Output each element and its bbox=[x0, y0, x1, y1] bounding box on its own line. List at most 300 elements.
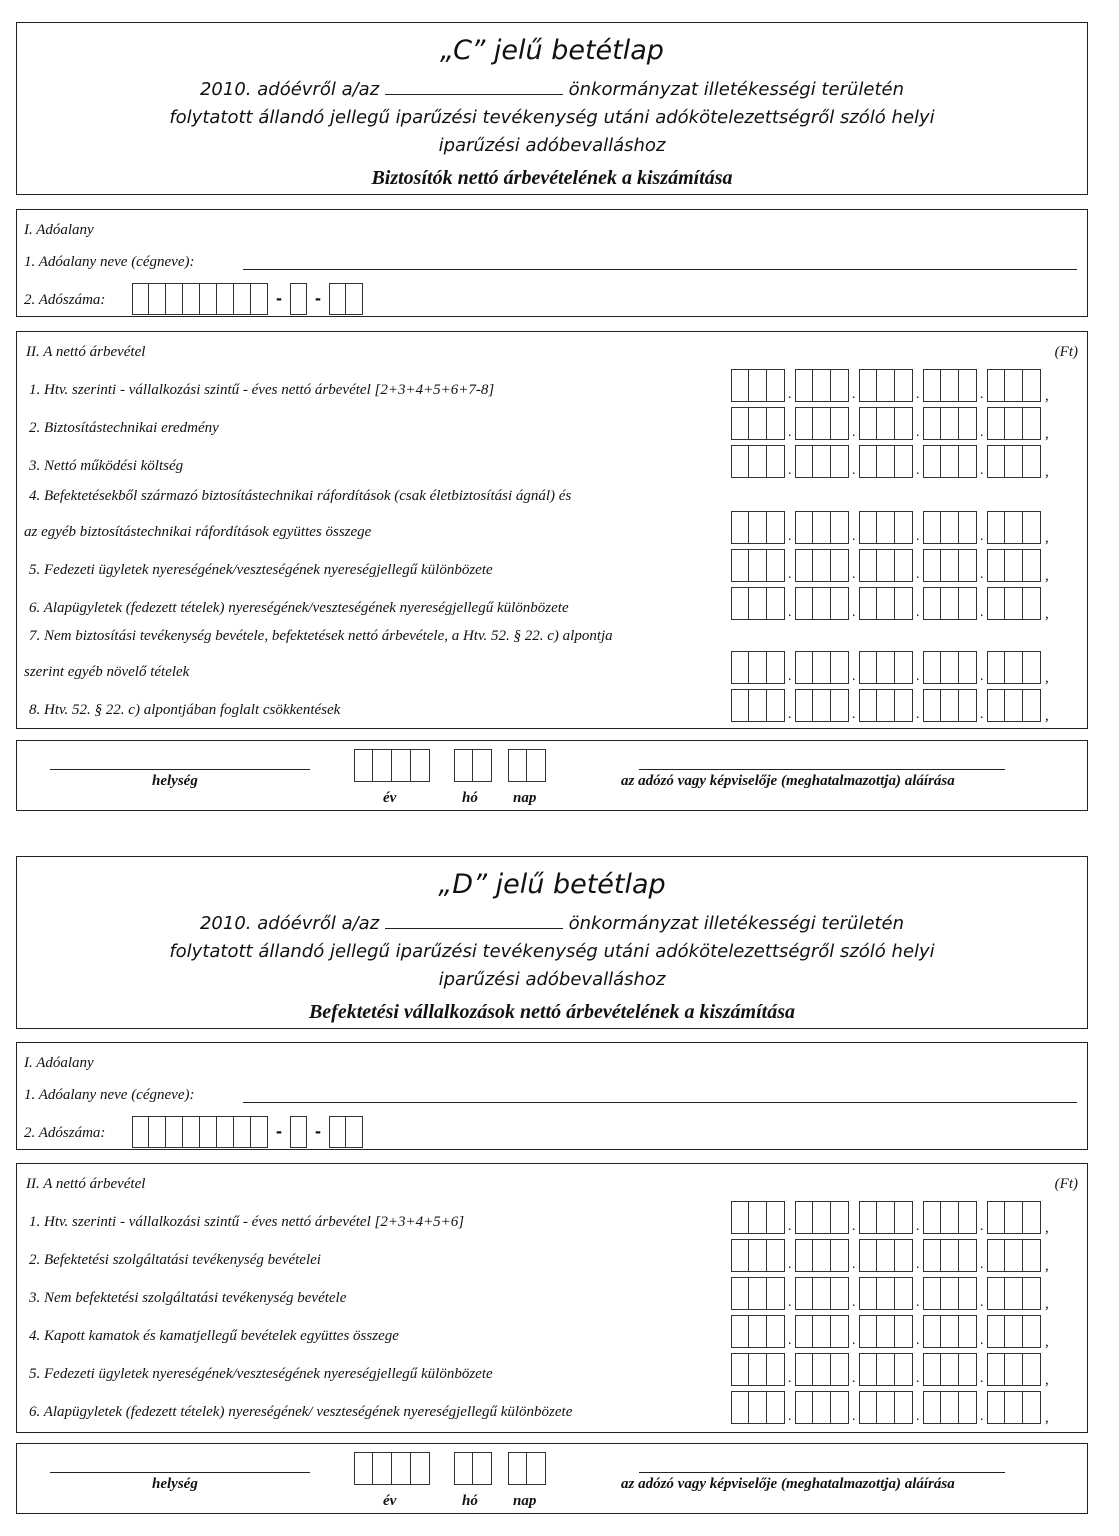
thousands-separator bbox=[913, 369, 923, 402]
amount-input[interactable] bbox=[731, 1353, 1053, 1386]
digit-cell[interactable] bbox=[895, 651, 913, 684]
digit-cell[interactable] bbox=[877, 689, 895, 722]
digit-cell[interactable] bbox=[941, 369, 959, 402]
digit-cell[interactable] bbox=[749, 1201, 767, 1234]
digit-cell[interactable] bbox=[859, 587, 877, 620]
row-label: 6. Alapügyletek (fedezett tételek) nyereségének/ veszteségének nyereségjellegű különbözete bbox=[29, 1404, 573, 1420]
digit-cell[interactable] bbox=[749, 549, 767, 582]
digit-cell[interactable] bbox=[831, 445, 849, 478]
row-label: 1. Htv. szerinti - vállalkozási szintű - éves nettó árbevétel [2+3+4+5+6] bbox=[29, 1214, 465, 1230]
thousands-separator bbox=[785, 1239, 795, 1272]
digit-cell[interactable] bbox=[1005, 511, 1023, 544]
sheet-subtitle-line2: folytatott állandó jellegű iparűzési tevékenység utáni adókötelezettségről szóló helyi bbox=[169, 941, 935, 962]
digit-cell[interactable] bbox=[731, 689, 749, 722]
thousands-separator bbox=[785, 1315, 795, 1348]
digit-cell[interactable] bbox=[1023, 1391, 1041, 1424]
digit-cell[interactable] bbox=[1005, 1277, 1023, 1310]
digit-cell[interactable] bbox=[1023, 407, 1041, 440]
digit-cell[interactable] bbox=[941, 1277, 959, 1310]
digit-cell[interactable] bbox=[831, 549, 849, 582]
digit-cell[interactable] bbox=[987, 511, 1005, 544]
thousands-separator bbox=[849, 651, 859, 684]
decimal-separator bbox=[1041, 1391, 1053, 1424]
digit-cell[interactable] bbox=[1023, 369, 1041, 402]
digit-cell[interactable] bbox=[795, 407, 813, 440]
digit-cell[interactable] bbox=[1023, 1353, 1041, 1386]
digit-cell[interactable] bbox=[767, 1277, 785, 1310]
digit-cell[interactable] bbox=[987, 1277, 1005, 1310]
digit-cell[interactable] bbox=[831, 651, 849, 684]
sheet-d-header bbox=[16, 856, 1088, 1029]
digit-cell[interactable] bbox=[859, 549, 877, 582]
sheet-heading: Befektetési vállalkozások nettó árbevételének a kiszámítása bbox=[308, 1001, 796, 1023]
digit-cell[interactable] bbox=[895, 549, 913, 582]
digit-cell[interactable] bbox=[987, 651, 1005, 684]
row-label: 2. Befektetési szolgáltatási tevékenység bevételei bbox=[29, 1252, 321, 1268]
digit-cell[interactable] bbox=[749, 407, 767, 440]
sheet-c-revenue-section bbox=[16, 331, 1088, 729]
digit-cell[interactable] bbox=[923, 369, 941, 402]
digit-cell[interactable] bbox=[767, 511, 785, 544]
digit-cell[interactable] bbox=[813, 1353, 831, 1386]
digit-cell[interactable] bbox=[731, 1353, 749, 1386]
year-input[interactable] bbox=[354, 1452, 430, 1485]
digit-cell[interactable] bbox=[813, 1201, 831, 1234]
digit-cell[interactable] bbox=[767, 407, 785, 440]
digit-cell[interactable] bbox=[813, 369, 831, 402]
digit-cell[interactable] bbox=[895, 1239, 913, 1272]
amount-input[interactable] bbox=[731, 1391, 1053, 1424]
year-label: év bbox=[383, 790, 397, 806]
sheet-d-signature-section bbox=[16, 1443, 1088, 1514]
digit-cell[interactable] bbox=[795, 1277, 813, 1310]
thousands-separator bbox=[913, 407, 923, 440]
digit-cell[interactable] bbox=[923, 1353, 941, 1386]
taxnum-input[interactable]: - - bbox=[132, 283, 363, 315]
digit-cell[interactable] bbox=[959, 587, 977, 620]
thousands-separator bbox=[913, 689, 923, 722]
digit-cell[interactable] bbox=[731, 651, 749, 684]
digit-cell[interactable] bbox=[813, 651, 831, 684]
digit-cell[interactable] bbox=[731, 369, 749, 402]
digit-cell[interactable] bbox=[749, 1391, 767, 1424]
thousands-separator bbox=[849, 445, 859, 478]
name-input[interactable] bbox=[243, 269, 1077, 270]
unit-label: (Ft) bbox=[1054, 344, 1078, 360]
thousands-separator bbox=[785, 445, 795, 478]
digit-cell[interactable] bbox=[877, 651, 895, 684]
digit-cell[interactable] bbox=[1005, 1239, 1023, 1272]
amount-input[interactable] bbox=[731, 369, 1053, 402]
digit-cell[interactable] bbox=[831, 1277, 849, 1310]
year-input[interactable] bbox=[354, 749, 430, 782]
thousands-separator bbox=[785, 549, 795, 582]
digit-cell[interactable] bbox=[1023, 445, 1041, 478]
digit-cell[interactable] bbox=[959, 369, 977, 402]
digit-cell[interactable] bbox=[923, 549, 941, 582]
digit-cell[interactable] bbox=[987, 1201, 1005, 1234]
digit-cell[interactable] bbox=[959, 1315, 977, 1348]
decimal-separator bbox=[1041, 651, 1053, 684]
digit-cell[interactable] bbox=[877, 511, 895, 544]
digit-cell[interactable] bbox=[831, 1353, 849, 1386]
digit-cell[interactable] bbox=[1005, 689, 1023, 722]
digit-cell[interactable] bbox=[859, 689, 877, 722]
digit-cell[interactable] bbox=[1023, 689, 1041, 722]
thousands-separator bbox=[785, 651, 795, 684]
digit-cell[interactable] bbox=[877, 1239, 895, 1272]
thousands-separator bbox=[849, 511, 859, 544]
digit-cell[interactable] bbox=[795, 1353, 813, 1386]
digit-cell[interactable] bbox=[813, 445, 831, 478]
digit-cell[interactable] bbox=[959, 651, 977, 684]
digit-cell[interactable] bbox=[1023, 587, 1041, 620]
digit-cell[interactable] bbox=[923, 651, 941, 684]
digit-cell[interactable] bbox=[941, 651, 959, 684]
digit-cell[interactable] bbox=[1023, 549, 1041, 582]
digit-cell[interactable] bbox=[1023, 511, 1041, 544]
sheet-c-taxpayer-section bbox=[16, 209, 1088, 317]
digit-cell[interactable] bbox=[895, 1277, 913, 1310]
digit-cell[interactable] bbox=[859, 511, 877, 544]
thousands-separator bbox=[977, 1201, 987, 1234]
digit-cell[interactable] bbox=[895, 689, 913, 722]
digit-cell[interactable] bbox=[859, 1315, 877, 1348]
digit-cell[interactable] bbox=[987, 689, 1005, 722]
digit-cell[interactable] bbox=[877, 1353, 895, 1386]
digit-cell[interactable] bbox=[923, 1315, 941, 1348]
thousands-separator bbox=[849, 1391, 859, 1424]
digit-cell[interactable] bbox=[859, 1391, 877, 1424]
digit-cell[interactable] bbox=[923, 407, 941, 440]
taxnum-input[interactable]: - - bbox=[132, 1116, 363, 1148]
digit-cell[interactable] bbox=[813, 1239, 831, 1272]
digit-cell[interactable] bbox=[923, 1201, 941, 1234]
digit-cell[interactable] bbox=[767, 1201, 785, 1234]
digit-cell[interactable] bbox=[941, 445, 959, 478]
digit-cell[interactable] bbox=[859, 445, 877, 478]
digit-cell[interactable] bbox=[767, 1391, 785, 1424]
digit-cell[interactable] bbox=[1023, 1239, 1041, 1272]
digit-cell[interactable] bbox=[831, 511, 849, 544]
digit-cell[interactable] bbox=[767, 689, 785, 722]
digit-cell[interactable] bbox=[877, 1391, 895, 1424]
amount-input[interactable] bbox=[731, 549, 1053, 582]
digit-cell[interactable] bbox=[941, 549, 959, 582]
thousands-separator bbox=[785, 1391, 795, 1424]
digit-cell[interactable] bbox=[877, 445, 895, 478]
digit-cell[interactable] bbox=[877, 1315, 895, 1348]
digit-cell[interactable] bbox=[767, 1239, 785, 1272]
digit-cell[interactable] bbox=[859, 1239, 877, 1272]
digit-cell[interactable] bbox=[749, 445, 767, 478]
digit-cell[interactable] bbox=[831, 689, 849, 722]
digit-cell[interactable] bbox=[1005, 1353, 1023, 1386]
day-label: nap bbox=[513, 1493, 537, 1509]
digit-cell[interactable] bbox=[749, 1315, 767, 1348]
decimal-separator bbox=[1041, 511, 1053, 544]
digit-cell[interactable] bbox=[959, 511, 977, 544]
sheet-subtitle-line2: folytatott állandó jellegű iparűzési tevékenység utáni adókötelezettségről szóló helyi bbox=[169, 107, 935, 128]
digit-cell[interactable] bbox=[731, 511, 749, 544]
amount-input[interactable] bbox=[731, 1315, 1053, 1348]
digit-cell[interactable] bbox=[731, 407, 749, 440]
digit-cell[interactable] bbox=[813, 1277, 831, 1310]
digit-cell[interactable] bbox=[831, 1315, 849, 1348]
amount-input[interactable] bbox=[731, 689, 1053, 722]
sheet-d-taxpayer-section bbox=[16, 1042, 1088, 1150]
digit-cell[interactable] bbox=[1005, 549, 1023, 582]
sheet-c-signature-section bbox=[16, 740, 1088, 811]
digit-cell[interactable] bbox=[767, 445, 785, 478]
digit-cell[interactable] bbox=[959, 1391, 977, 1424]
digit-cell[interactable] bbox=[923, 1239, 941, 1272]
digit-cell[interactable] bbox=[987, 1315, 1005, 1348]
digit-cell[interactable] bbox=[923, 587, 941, 620]
digit-cell[interactable] bbox=[731, 587, 749, 620]
amount-input[interactable] bbox=[731, 511, 1053, 544]
digit-cell[interactable] bbox=[749, 369, 767, 402]
digit-cell[interactable] bbox=[877, 369, 895, 402]
digit-cell[interactable] bbox=[1005, 587, 1023, 620]
digit-cell[interactable] bbox=[767, 651, 785, 684]
digit-cell[interactable] bbox=[923, 689, 941, 722]
thousands-separator bbox=[849, 1201, 859, 1234]
digit-cell[interactable] bbox=[767, 549, 785, 582]
digit-cell[interactable] bbox=[731, 445, 749, 478]
amount-input[interactable] bbox=[731, 1201, 1053, 1234]
digit-cell[interactable] bbox=[795, 1391, 813, 1424]
digit-cell[interactable] bbox=[731, 549, 749, 582]
thousands-separator bbox=[849, 1277, 859, 1310]
digit-cell[interactable] bbox=[831, 1239, 849, 1272]
digit-cell[interactable] bbox=[923, 511, 941, 544]
thousands-separator bbox=[849, 1315, 859, 1348]
digit-cell[interactable] bbox=[1005, 407, 1023, 440]
digit-cell[interactable] bbox=[795, 511, 813, 544]
place-input[interactable] bbox=[50, 1472, 310, 1473]
amount-input[interactable] bbox=[731, 445, 1053, 478]
digit-cell[interactable] bbox=[1005, 651, 1023, 684]
digit-cell[interactable] bbox=[941, 689, 959, 722]
municipality-field[interactable] bbox=[385, 79, 563, 95]
digit-cell[interactable] bbox=[749, 689, 767, 722]
digit-cell[interactable] bbox=[1005, 445, 1023, 478]
digit-cell[interactable] bbox=[795, 689, 813, 722]
digit-cell[interactable] bbox=[1023, 651, 1041, 684]
digit-cell[interactable] bbox=[859, 1277, 877, 1310]
digit-cell[interactable] bbox=[941, 1315, 959, 1348]
digit-cell[interactable] bbox=[941, 1201, 959, 1234]
digit-cell[interactable] bbox=[767, 1353, 785, 1386]
digit-cell[interactable] bbox=[795, 549, 813, 582]
digit-cell[interactable] bbox=[795, 587, 813, 620]
amount-input[interactable] bbox=[731, 1239, 1053, 1272]
digit-cell[interactable] bbox=[731, 1277, 749, 1310]
municipality-field[interactable] bbox=[385, 913, 563, 929]
row-label: 5. Fedezeti ügyletek nyereségének/veszteségének nyereségjellegű különbözete bbox=[29, 1366, 493, 1382]
digit-cell[interactable] bbox=[859, 407, 877, 440]
digit-cell[interactable] bbox=[959, 689, 977, 722]
digit-cell[interactable] bbox=[987, 445, 1005, 478]
sheet-title: „C” jelű betétlap bbox=[440, 35, 664, 66]
digit-cell[interactable] bbox=[795, 1239, 813, 1272]
thousands-separator bbox=[977, 549, 987, 582]
digit-cell[interactable] bbox=[959, 1353, 977, 1386]
digit-cell[interactable] bbox=[813, 1391, 831, 1424]
digit-cell[interactable] bbox=[831, 369, 849, 402]
digit-cell[interactable] bbox=[959, 445, 977, 478]
amount-input[interactable] bbox=[731, 407, 1053, 440]
signature-input[interactable] bbox=[639, 769, 1005, 770]
digit-cell[interactable] bbox=[749, 1239, 767, 1272]
digit-cell[interactable] bbox=[895, 1315, 913, 1348]
row-label: 2. Biztosítástechnikai eredmény bbox=[29, 420, 219, 436]
digit-cell[interactable] bbox=[923, 445, 941, 478]
place-input[interactable] bbox=[50, 769, 310, 770]
digit-cell[interactable] bbox=[895, 1201, 913, 1234]
digit-cell[interactable] bbox=[877, 549, 895, 582]
digit-cell[interactable] bbox=[813, 1315, 831, 1348]
digit-cell[interactable] bbox=[813, 549, 831, 582]
signature-input[interactable] bbox=[639, 1472, 1005, 1473]
digit-cell[interactable] bbox=[987, 587, 1005, 620]
digit-cell[interactable] bbox=[749, 1353, 767, 1386]
digit-cell[interactable] bbox=[895, 1353, 913, 1386]
digit-cell[interactable] bbox=[859, 651, 877, 684]
digit-cell[interactable] bbox=[1023, 1201, 1041, 1234]
digit-cell[interactable] bbox=[1005, 369, 1023, 402]
digit-cell[interactable] bbox=[767, 369, 785, 402]
digit-cell[interactable] bbox=[813, 587, 831, 620]
digit-cell[interactable] bbox=[877, 1201, 895, 1234]
digit-cell[interactable] bbox=[941, 511, 959, 544]
digit-cell[interactable] bbox=[895, 369, 913, 402]
thousands-separator bbox=[977, 1277, 987, 1310]
month-input[interactable] bbox=[454, 1452, 492, 1485]
decimal-separator bbox=[1041, 407, 1053, 440]
section-title: II. A nettó árbevétel bbox=[26, 344, 146, 360]
digit-cell[interactable] bbox=[941, 1391, 959, 1424]
thousands-separator bbox=[913, 1353, 923, 1386]
digit-cell[interactable] bbox=[1005, 1201, 1023, 1234]
digit-cell[interactable] bbox=[813, 407, 831, 440]
digit-cell[interactable] bbox=[813, 689, 831, 722]
day-input[interactable] bbox=[508, 749, 546, 782]
name-input[interactable] bbox=[243, 1102, 1077, 1103]
digit-cell[interactable] bbox=[895, 1391, 913, 1424]
digit-cell[interactable] bbox=[831, 1391, 849, 1424]
digit-cell[interactable] bbox=[959, 407, 977, 440]
digit-cell[interactable] bbox=[731, 1239, 749, 1272]
digit-cell[interactable] bbox=[941, 1353, 959, 1386]
digit-cell[interactable] bbox=[831, 407, 849, 440]
sheet-subtitle-line1: 2010. adóévről a/az önkormányzat illetékességi területén bbox=[199, 79, 904, 100]
digit-cell[interactable] bbox=[859, 1201, 877, 1234]
digit-cell[interactable] bbox=[923, 1277, 941, 1310]
digit-cell[interactable] bbox=[831, 1201, 849, 1234]
digit-cell[interactable] bbox=[987, 549, 1005, 582]
digit-cell[interactable] bbox=[795, 445, 813, 478]
signature-label: az adózó vagy képviselője (meghatalmazottja) aláírása bbox=[621, 773, 955, 789]
digit-cell[interactable] bbox=[941, 1239, 959, 1272]
digit-cell[interactable] bbox=[749, 511, 767, 544]
decimal-separator bbox=[1041, 369, 1053, 402]
digit-cell[interactable] bbox=[749, 587, 767, 620]
digit-cell[interactable] bbox=[959, 1201, 977, 1234]
digit-cell[interactable] bbox=[731, 1315, 749, 1348]
digit-cell[interactable] bbox=[1023, 1277, 1041, 1310]
amount-input[interactable] bbox=[731, 1277, 1053, 1310]
digit-cell[interactable] bbox=[987, 369, 1005, 402]
thousands-separator bbox=[913, 1391, 923, 1424]
digit-cell[interactable] bbox=[959, 549, 977, 582]
thousands-separator bbox=[785, 511, 795, 544]
digit-cell[interactable] bbox=[987, 1239, 1005, 1272]
digit-cell[interactable] bbox=[877, 407, 895, 440]
digit-cell[interactable] bbox=[731, 1391, 749, 1424]
digit-cell[interactable] bbox=[877, 1277, 895, 1310]
digit-cell[interactable] bbox=[1023, 1315, 1041, 1348]
thousands-separator bbox=[913, 1277, 923, 1310]
row-label: 1. Htv. szerinti - vállalkozási szintű - éves nettó árbevétel [2+3+4+5+6+7-8] bbox=[29, 382, 495, 398]
digit-cell[interactable] bbox=[859, 369, 877, 402]
digit-cell[interactable] bbox=[731, 1201, 749, 1234]
digit-cell[interactable] bbox=[895, 407, 913, 440]
digit-cell[interactable] bbox=[877, 587, 895, 620]
digit-cell[interactable] bbox=[749, 1277, 767, 1310]
digit-cell[interactable] bbox=[767, 1315, 785, 1348]
decimal-separator bbox=[1041, 549, 1053, 582]
day-input[interactable] bbox=[508, 1452, 546, 1485]
digit-cell[interactable] bbox=[987, 1353, 1005, 1386]
digit-cell[interactable] bbox=[959, 1277, 977, 1310]
row-label: 4. Kapott kamatok és kamatjellegű bevételek együttes összege bbox=[29, 1328, 399, 1344]
amount-input[interactable] bbox=[731, 651, 1053, 684]
amount-input[interactable] bbox=[731, 587, 1053, 620]
month-input[interactable] bbox=[454, 749, 492, 782]
digit-cell[interactable] bbox=[895, 445, 913, 478]
day-label: nap bbox=[513, 790, 537, 806]
digit-cell[interactable] bbox=[749, 651, 767, 684]
digit-cell[interactable] bbox=[941, 587, 959, 620]
digit-cell[interactable] bbox=[1005, 1391, 1023, 1424]
digit-cell[interactable] bbox=[941, 407, 959, 440]
unit-label: (Ft) bbox=[1054, 1176, 1078, 1192]
digit-cell[interactable] bbox=[767, 587, 785, 620]
digit-cell[interactable] bbox=[859, 1353, 877, 1386]
section-title: I. Adóalany bbox=[24, 1055, 94, 1071]
digit-cell[interactable] bbox=[895, 587, 913, 620]
digit-cell[interactable] bbox=[1005, 1315, 1023, 1348]
section-title: I. Adóalany bbox=[24, 222, 94, 238]
digit-cell[interactable] bbox=[831, 587, 849, 620]
digit-cell[interactable] bbox=[987, 1391, 1005, 1424]
digit-cell[interactable] bbox=[795, 369, 813, 402]
digit-cell[interactable] bbox=[959, 1239, 977, 1272]
digit-cell[interactable] bbox=[923, 1391, 941, 1424]
digit-cell[interactable] bbox=[795, 1201, 813, 1234]
digit-cell[interactable] bbox=[795, 1315, 813, 1348]
sheet-d-revenue-section bbox=[16, 1163, 1088, 1433]
digit-cell[interactable] bbox=[987, 407, 1005, 440]
digit-cell[interactable] bbox=[795, 651, 813, 684]
thousands-separator bbox=[849, 587, 859, 620]
digit-cell[interactable] bbox=[813, 511, 831, 544]
thousands-separator bbox=[977, 1315, 987, 1348]
digit-cell[interactable] bbox=[895, 511, 913, 544]
taxnum-label: 2. Adószáma: bbox=[24, 1125, 106, 1141]
